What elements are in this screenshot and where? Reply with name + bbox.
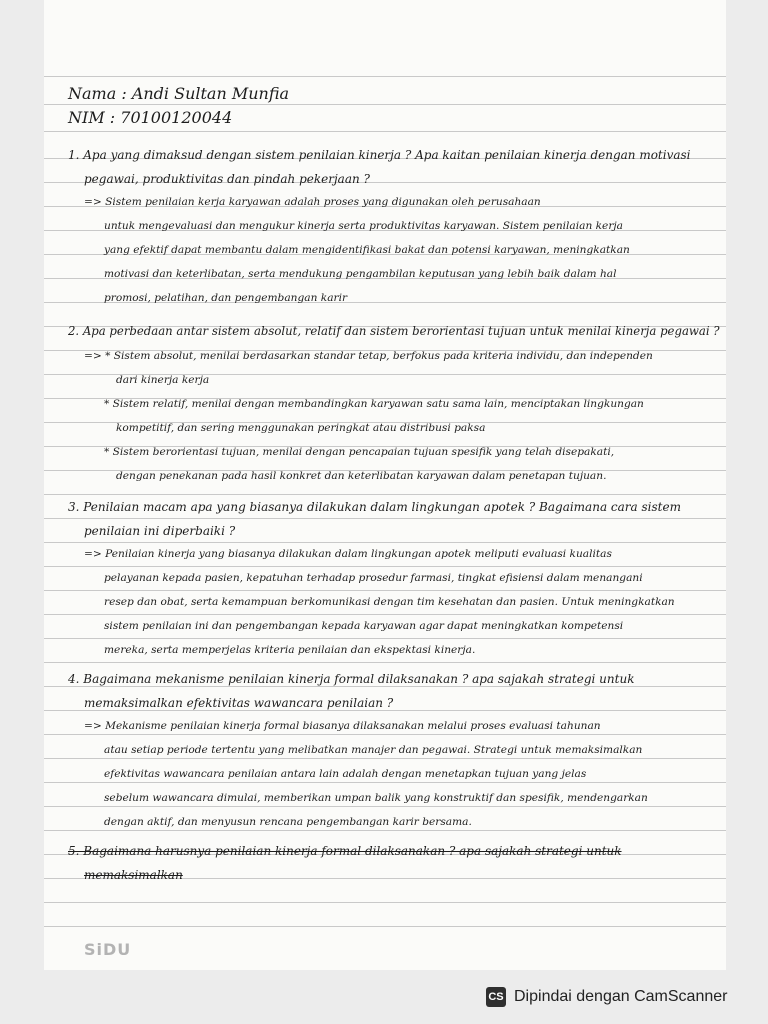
- ruled-line: [44, 806, 726, 807]
- ruled-line: [44, 686, 726, 687]
- ruled-line: [44, 614, 726, 615]
- question-1-line-2: pegawai, produktivitas dan pindah pekerjaan ?: [84, 172, 370, 186]
- ruled-line: [44, 902, 726, 903]
- name-line: Nama : Andi Sultan Munfia: [68, 84, 290, 103]
- scanner-watermark: [474, 982, 756, 1012]
- answer-1-line-2: untuk mengevaluasi dan mengukur kinerja serta produktivitas karyawan. Sistem penilaian kerja: [104, 220, 623, 232]
- answer-2-line-1: => * Sistem absolut, menilai berdasarkan standar tetap, berfokus pada kriteria individu, dan independen: [84, 350, 653, 362]
- answer-3-line-4: sistem penilaian ini dan pengembangan kepada karyawan agar dapat meningkatkan kompetensi: [104, 620, 624, 632]
- ruled-line: [44, 566, 726, 567]
- ruled-line: [44, 926, 726, 927]
- answer-1-line-4: motivasi dan keterlibatan, serta mendukung pengambilan keputusan yang lebih baik dalam hal: [104, 268, 617, 280]
- answer-1-line-3: yang efektif dapat membantu dalam mengidentifikasi bakat dan potensi karyawan, meningkatkan: [104, 244, 630, 256]
- ruled-line: [44, 542, 726, 543]
- ruled-line: [44, 76, 726, 77]
- answer-4-line-1: => Mekanisme penilaian kinerja formal biasanya dilaksanakan melalui proses evaluasi tahunan: [84, 720, 601, 732]
- answer-2-line-6: dengan penekanan pada hasil konkret dan keterlibatan karyawan dalam penetapan tujuan.: [116, 470, 607, 482]
- answer-3-line-2: pelayanan kepada pasien, kepatuhan terhadap prosedur farmasi, tingkat efisiensi dalam menangani: [104, 572, 643, 584]
- ruled-line: [44, 518, 726, 519]
- scanner-watermark-text: Dipindai dengan CamScanner: [514, 988, 728, 1005]
- nim-line: NIM : 70100120044: [68, 108, 233, 127]
- question-5-crossed-line-2: memaksimalkan: [84, 868, 183, 882]
- answer-2-line-5: * Sistem berorientasi tujuan, menilai dengan pencapaian tujuan spesifik yang telah disepakati,: [104, 446, 615, 458]
- answer-1-line-1: => Sistem penilaian kerja karyawan adalah proses yang digunakan oleh perusahaan: [84, 196, 541, 208]
- ruled-line: [44, 734, 726, 735]
- answer-2-line-2: dari kinerja kerja: [116, 374, 210, 386]
- camscanner-icon: CS: [486, 987, 506, 1007]
- ruled-line: [44, 758, 726, 759]
- ruled-line: [44, 830, 726, 831]
- question-4-line-1: 4. Bagaimana mekanisme penilaian kinerja formal dilaksanakan ? apa sajakah strategi untuk: [68, 672, 635, 686]
- question-3-line-2: penilaian ini diperbaiki ?: [84, 524, 236, 538]
- ruled-line: [44, 590, 726, 591]
- ruled-line: [44, 131, 726, 132]
- question-4-line-2: memaksimalkan efektivitas wawancara penilaian ?: [84, 696, 394, 710]
- answer-4-line-4: sebelum wawancara dimulai, memberikan umpan balik yang konstruktif dan spesifik, mendengarkan: [104, 792, 648, 804]
- answer-3-line-3: resep dan obat, serta kemampuan berkomunikasi dengan tim kesehatan dan pasien. Untuk meningkatkan: [104, 596, 675, 608]
- answer-3-line-1: => Penilaian kinerja yang biasanya dilakukan dalam lingkungan apotek meliputi evaluasi kualitas: [84, 548, 612, 560]
- question-2-line-1: 2. Apa perbedaan antar sistem absolut, relatif dan sistem berorientasi tujuan untuk menilai kinerja pegawai ?: [68, 324, 720, 338]
- answer-4-line-2: atau setiap periode tertentu yang melibatkan manajer dan pegawai. Strategi untuk memaksimalkan: [104, 744, 643, 756]
- ruled-line: [44, 104, 726, 105]
- ruled-line: [44, 662, 726, 663]
- answer-2-line-3: * Sistem relatif, menilai dengan membandingkan karyawan satu sama lain, menciptakan lingkungan: [104, 398, 644, 410]
- question-3-line-1: 3. Penilaian macam apa yang biasanya dilakukan dalam lingkungan apotek ? Bagaimana cara sistem: [68, 500, 681, 514]
- ruled-line: [44, 494, 726, 495]
- ruled-line: [44, 782, 726, 783]
- question-5-crossed-line-1: 5. Bagaimana harusnya penilaian kinerja formal dilaksanakan ? apa sajakah strategi untuk: [68, 844, 622, 858]
- ruled-line: [44, 638, 726, 639]
- answer-3-line-5: mereka, serta memperjelas kriteria penilaian dan ekspektasi kinerja.: [104, 644, 476, 656]
- answer-2-line-4: kompetitif, dan sering menggunakan peringkat atau distribusi paksa: [116, 422, 486, 434]
- answer-1-line-5: promosi, pelatihan, dan pengembangan karir: [104, 292, 348, 304]
- answer-4-line-5: dengan aktif, dan menyusun rencana pengembangan karir bersama.: [104, 816, 472, 828]
- notebook-brand-logo: SiDU: [84, 940, 132, 959]
- question-1-line-1: 1. Apa yang dimaksud dengan sistem penilaian kinerja ? Apa kaitan penilaian kinerja dengan motivasi: [68, 148, 691, 162]
- notebook-page: [44, 0, 726, 970]
- ruled-line: [44, 710, 726, 711]
- answer-4-line-3: efektivitas wawancara penilaian antara lain adalah dengan menetapkan tujuan yang jelas: [104, 768, 587, 780]
